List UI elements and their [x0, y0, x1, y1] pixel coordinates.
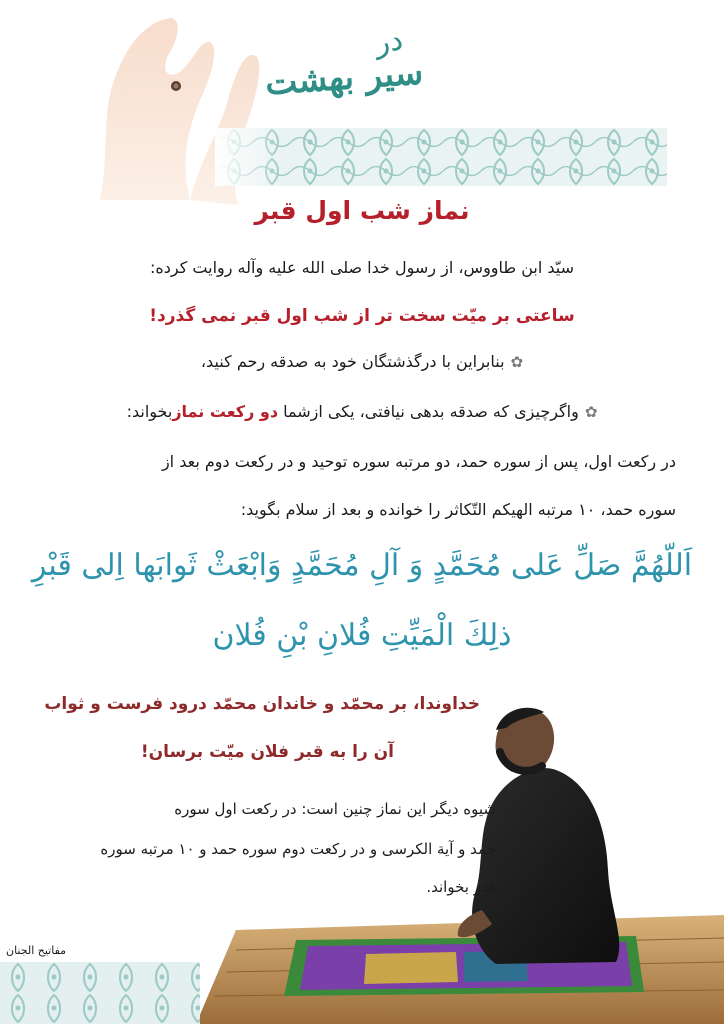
logo-line-1: در — [372, 22, 406, 61]
note-line-1: شیوه دیگر این نماز چنین است: در رکعت اول سوره — [174, 800, 496, 818]
advice-line-2 — [40, 402, 684, 421]
advice-line-2-text-a: واگرچیزی که صدقه بدهی نیافتی، یکی ازشما — [283, 402, 579, 421]
flower-bullet-icon: ✿ — [584, 403, 598, 421]
site-logo — [258, 6, 433, 121]
supplication-line-1: اَللّهُمَّ صَلِّ عَلی مُحَمَّدٍ وَ آلِ مُحَمَّدٍ وَابْعَثْ ثَوابَها اِلی قَبْرِ — [31, 548, 693, 583]
instruction-line-1: در رکعت اول، پس از سوره حمد، دو مرتبه سوره توحید و در رکعت دوم بعد از — [161, 452, 676, 471]
advice-line-1 — [40, 352, 684, 371]
top-arabesque-pattern — [215, 128, 667, 186]
logo-line-2: سیر بهشت — [263, 52, 425, 104]
advice-line-2-highlight: دو رکعت نماز — [172, 402, 279, 421]
note-line-3: قدر بخواند. — [426, 878, 496, 896]
advice-line-2-text-c: بخواند: — [126, 402, 173, 421]
note-line-2: حمد و آیة الکرسی و در رکعت دوم سوره حمد و ۱۰ مرتبه سوره — [100, 840, 496, 858]
translation-line-2: آن را به قبر فلان میّت برسان! — [140, 742, 394, 762]
instruction-line-2: سوره حمد، ۱۰ مرتبه الهیکم التّکاثر را خوانده و بعد از سلام بگوید: — [240, 500, 676, 519]
source-credit: مفاتیح الجنان — [6, 944, 67, 957]
translation-line-1: خداوندا، بر محمّد و خاندان محمّد درود فرست و ثواب — [44, 694, 480, 714]
narration-line: سیّد ابن طاووس، از رسول خدا صلی الله علیه وآله روایت کرده: — [149, 258, 575, 277]
warning-line: ساعتی بر میّت سخت تر از شب اول قبر نمی گذرد! — [149, 306, 575, 326]
bottom-arabesque-pattern — [0, 962, 200, 1024]
advice-line-1-text: بنابراین با درگذشتگان خود به صدقه رحم کنید، — [200, 352, 505, 371]
page-title: نماز شب اول قبر — [254, 196, 470, 225]
supplication-line-2: ذلِكَ الْمَیِّتِ فُلانِ بْنِ فُلان — [212, 618, 512, 653]
flower-bullet-icon: ✿ — [510, 353, 524, 371]
